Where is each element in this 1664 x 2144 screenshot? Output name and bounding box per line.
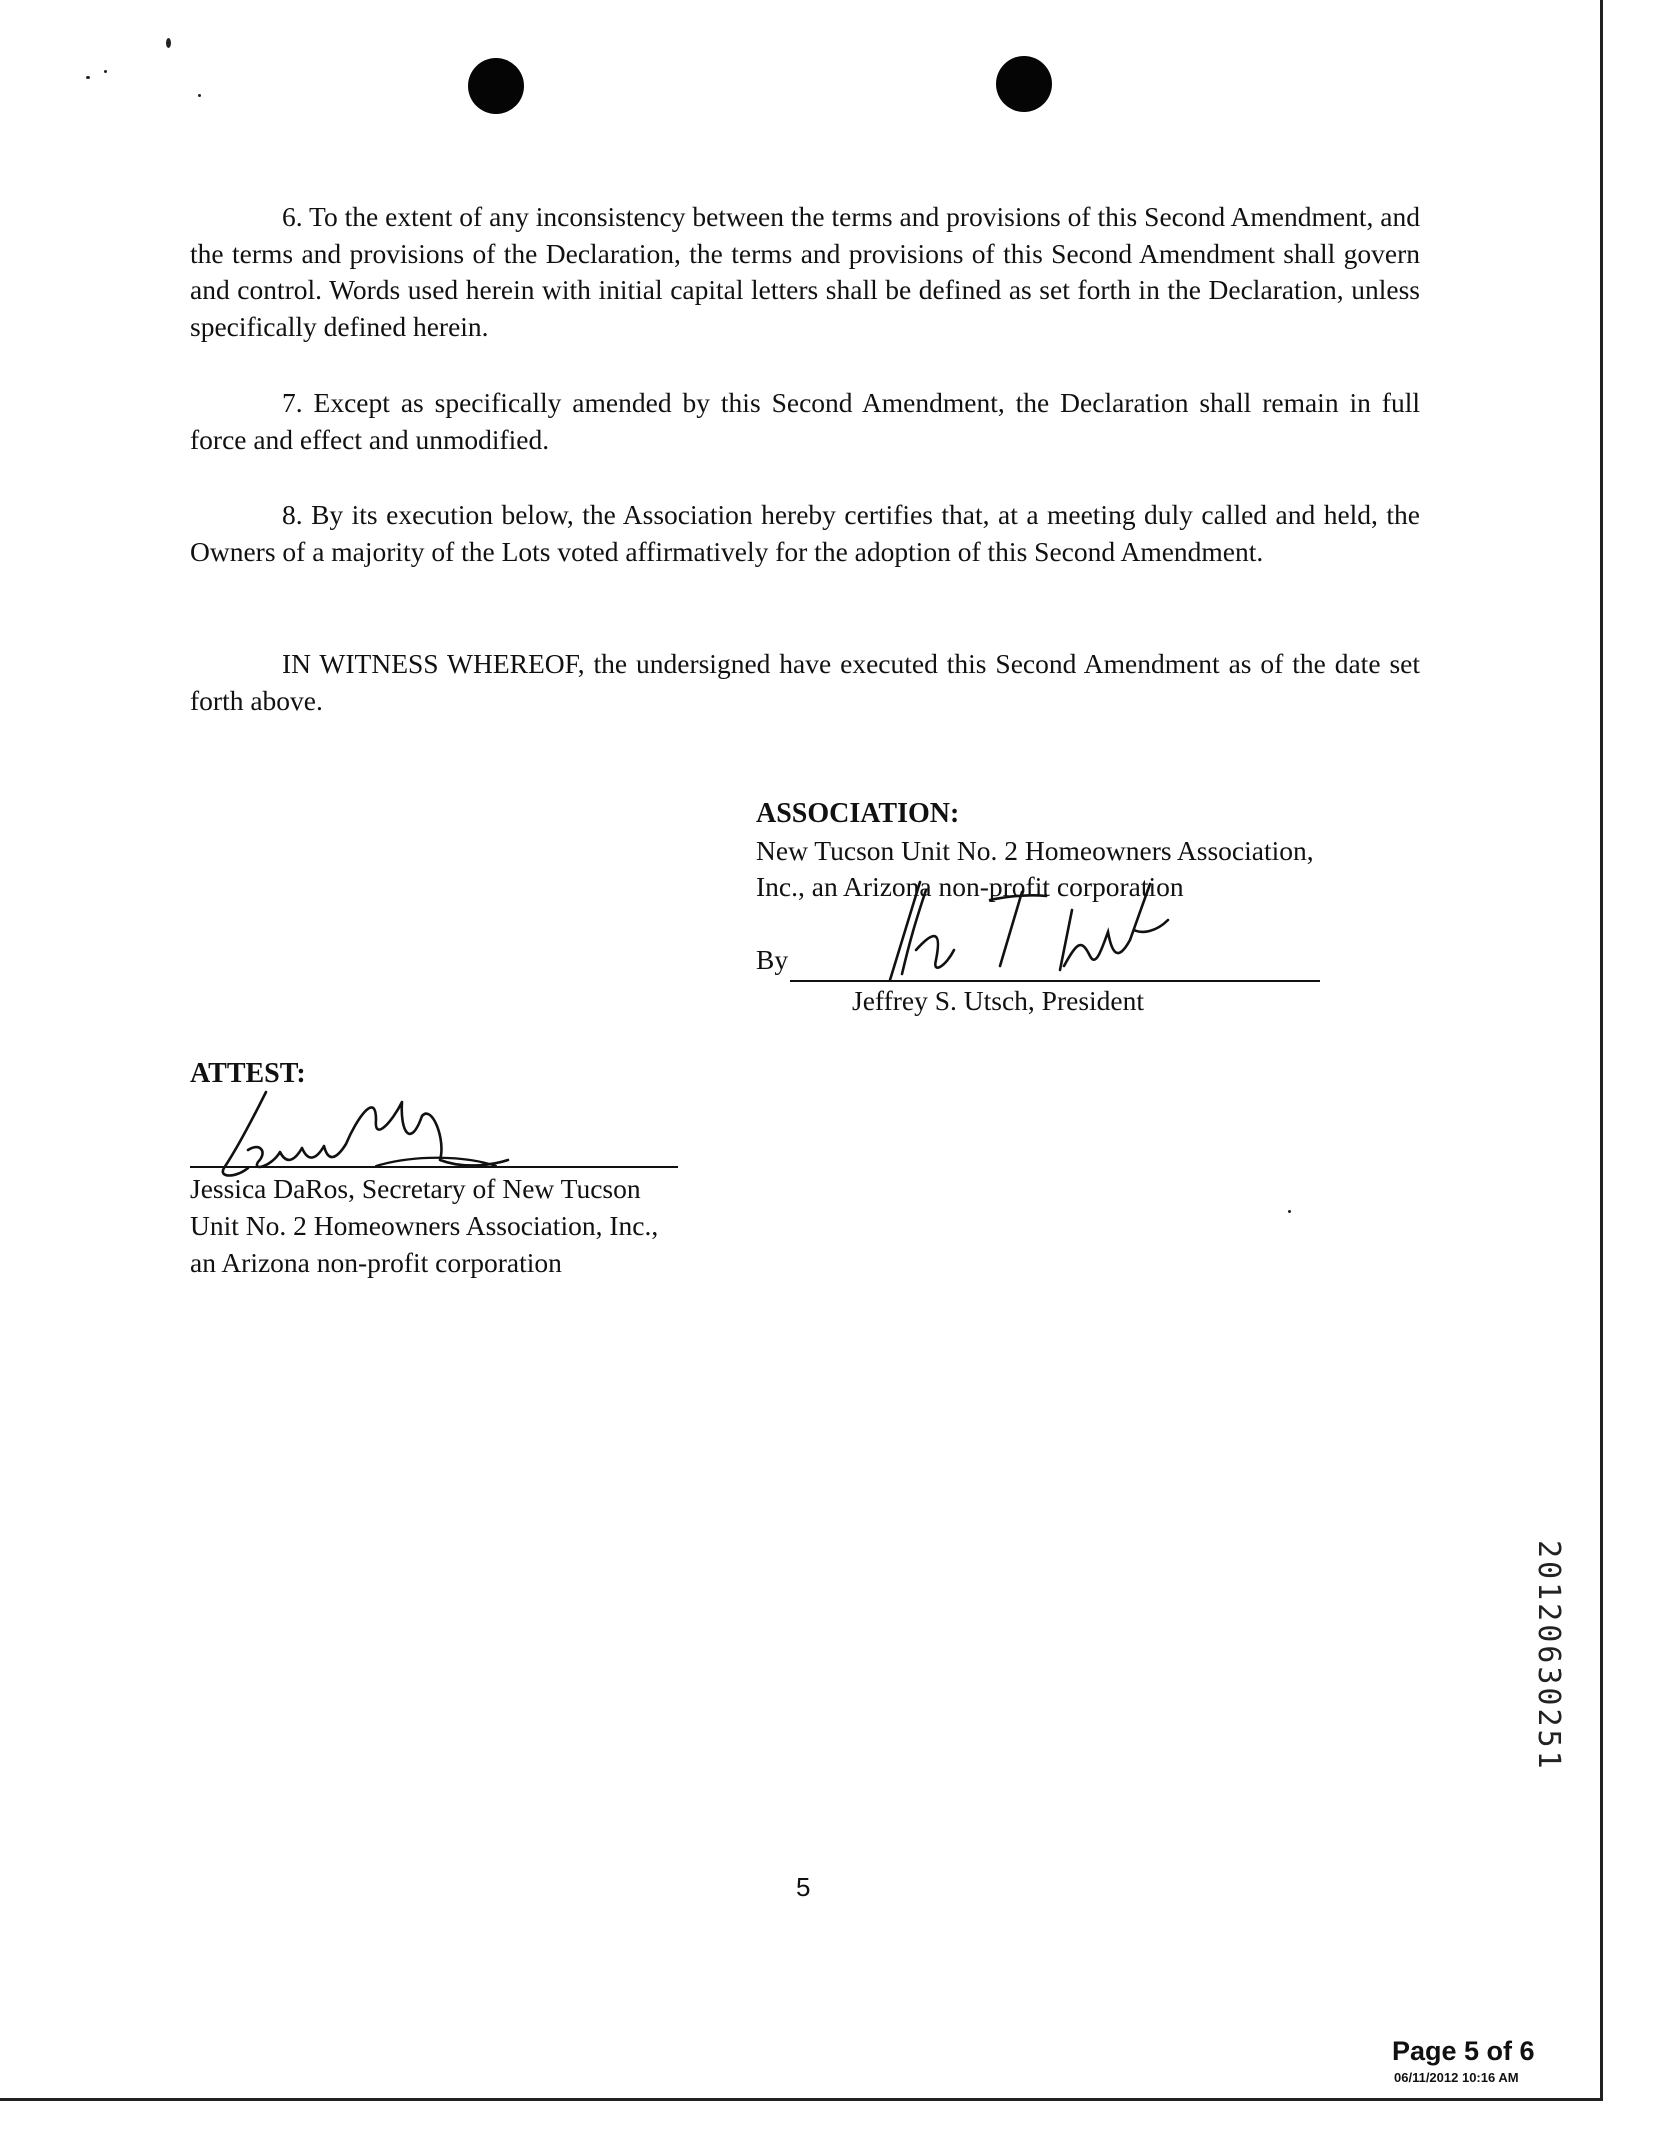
association-heading: ASSOCIATION: (756, 798, 960, 829)
witness-clause: IN WITNESS WHEREOF, the undersigned have executed this Second Amendment as of the date set forth above. (190, 648, 1420, 716)
attest-block (190, 1170, 750, 1281)
attest-line-3: an Arizona non-profit corporation (190, 1247, 562, 1278)
by-label: By (756, 944, 789, 975)
page-number: 5 (796, 1872, 811, 1902)
association-name-line-1: New Tucson Unit No. 2 Homeowners Association, (756, 834, 1314, 866)
paragraph-7: 7. Except as specifically amended by this Second Amendment, the Declaration shall remain in full force and effect and unmodified. (190, 387, 1420, 455)
punch-hole-right (996, 56, 1052, 112)
scan-speck (86, 76, 90, 79)
paragraph-6: 6. To the extent of any inconsistency between the terms and provisions of this Second Amendment, and the terms and provisions of the Declaration, the terms and provisions of this Second Amendment shall govern and control. Words used herein with initial capital letters shall be defined as set forth in the Declaration, unless specifically defined herein. (190, 201, 1420, 342)
president-name-title: Jeffrey S. Utsch, President (852, 985, 1145, 1016)
association-name-line-2: Inc., an Arizona non-profit corporation (756, 871, 1184, 902)
scan-speck (104, 70, 107, 73)
scan-edge-bottom (0, 2098, 1603, 2101)
signature-line-president (790, 980, 1320, 982)
attest-line-2: Unit No. 2 Homeowners Association, Inc., (190, 1210, 659, 1241)
scan-speck (166, 38, 171, 48)
scan-edge-right (1600, 0, 1603, 2100)
paragraph-8: 8. By its execution below, the Association hereby certifies that, at a meeting duly called and held, the Owners of a majority of the Lots voted affirmatively for the adoption of this Second Amendment. (190, 499, 1420, 567)
signature-line-secretary (190, 1166, 678, 1168)
footer-page-label: Page 5 of 6 (1392, 2036, 1535, 2066)
association-block (756, 796, 1426, 906)
punch-hole-left (468, 58, 524, 114)
scan-speck (1288, 1210, 1291, 1213)
attest-heading: ATTEST: (190, 1058, 306, 1089)
scan-speck (198, 94, 201, 97)
footer-timestamp: 06/11/2012 10:16 AM (1394, 2070, 1519, 2085)
recording-stamp: 20120630251 (1531, 1540, 1566, 1772)
attest-line-1: Jessica DaRos, Secretary of New Tucson (190, 1173, 641, 1204)
